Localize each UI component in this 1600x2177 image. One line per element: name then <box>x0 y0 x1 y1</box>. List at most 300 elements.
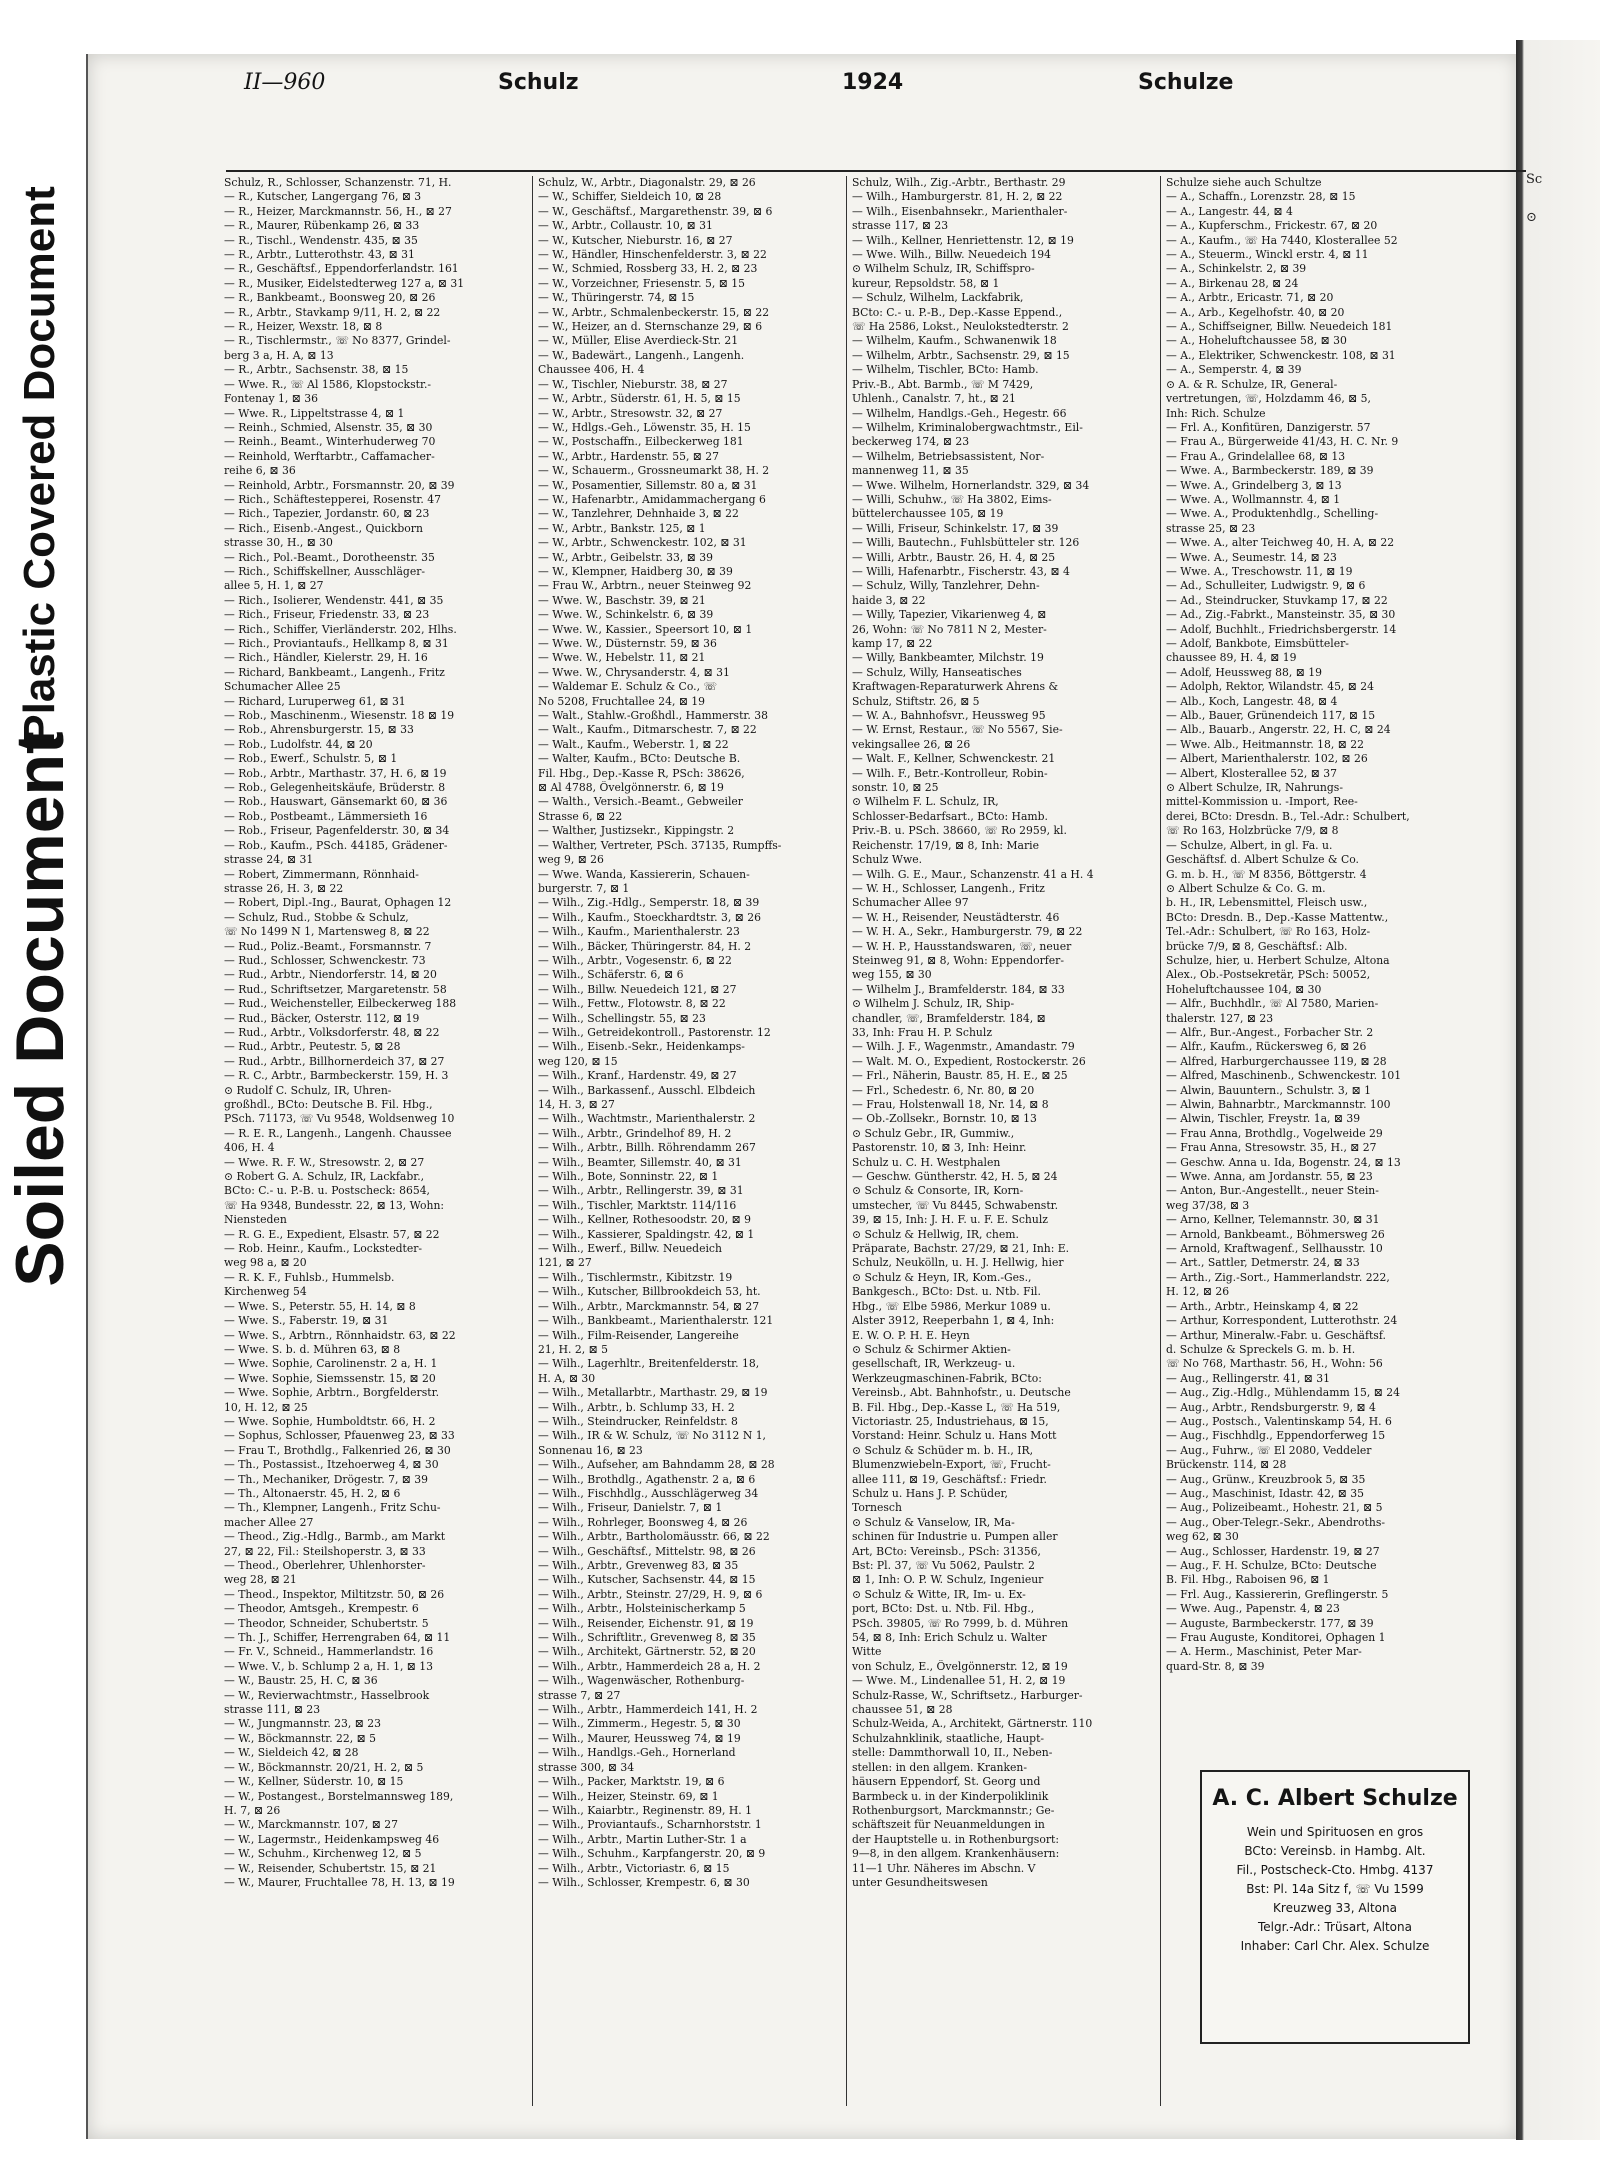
directory-entry: ⊙ A. & R. Schulze, IR, General- <box>1166 377 1338 391</box>
directory-entry: ⊙ Schulz & Consorte, IR, Korn- <box>852 1184 1024 1198</box>
directory-entry: Schlosser-Bedarfsart., BCto: Hamb. <box>852 809 1048 823</box>
directory-entry: — Reinh., Beamt., Winterhuderweg 70 <box>224 435 436 449</box>
directory-entry: — W., Schuhm., Kirchenweg 12, ⊠ 5 <box>224 1847 422 1861</box>
directory-entry: — Rud., Arbtr., Peutestr. 5, ⊠ 28 <box>224 1040 401 1054</box>
directory-entry: Victoriastr. 25, Industriehaus, ⊠ 15, <box>852 1414 1049 1428</box>
directory-entry: — Walt. M. O., Expedient, Rostockerstr. 26 <box>852 1054 1086 1068</box>
directory-entry: — Wwe. S. b. d. Mühren 63, ⊠ 8 <box>224 1342 401 1356</box>
directory-entry: — R., Tischl., Wendenstr. 435, ⊠ 35 <box>224 233 418 247</box>
directory-entry: strasse 25, ⊠ 23 <box>1166 521 1256 535</box>
directory-entry: — R., Musiker, Eidelstedterweg 127 a, ⊠ 31 <box>224 276 465 290</box>
header-right-keyword: Schulze <box>1138 70 1234 95</box>
directory-entry: — Rich., Tapezier, Jordanstr. 60, ⊠ 23 <box>224 507 430 521</box>
directory-entry: — W., Schauerm., Grossneumarkt 38, H. 2 <box>538 464 770 478</box>
directory-entry: — Wwe. Wilhelm, Hornerlandstr. 329, ⊠ 34 <box>852 478 1090 492</box>
directory-entry: — W., Hafenarbtr., Amidammachergang 6 <box>538 492 766 506</box>
directory-entry: — Rud., Poliz.-Beamt., Forsmannstr. 7 <box>224 939 432 953</box>
directory-entry: — W., Postschaffn., Eilbeckerweg 181 <box>538 435 744 449</box>
column-divider <box>1160 176 1161 2106</box>
directory-entry: großhdl., BCto: Deutsche B. Fil. Hbg., <box>224 1098 433 1111</box>
directory-entry: — Willy, Tapezier, Vikarienweg 4, ⊠ <box>852 608 1047 622</box>
directory-entry: — Adolf, Buchhlt., Friedrichsbergerstr. 14 <box>1166 622 1397 636</box>
directory-entry: — Wilh., Heizer, Steinstr. 69, ⊠ 1 <box>538 1789 719 1803</box>
directory-entry: PSch. 39805, ☏ Ro 7999, b. d. Mühren <box>852 1616 1069 1630</box>
header-year: 1924 <box>842 70 904 95</box>
directory-entry: — Aug., Fuhrw., ☏ El 2080, Veddeler <box>1166 1443 1372 1457</box>
directory-entry: — W. A., Bahnhofsvr., Heussweg 95 <box>852 709 1046 723</box>
directory-entry: — Rich., Pol.-Beamt., Dorotheenstr. 35 <box>224 550 435 564</box>
directory-entry: — W., Böckmannstr. 22, ⊠ 5 <box>224 1731 377 1745</box>
directory-entry: — Wwe. R. F. W., Stresowstr. 2, ⊠ 27 <box>224 1155 425 1169</box>
directory-entry: — W., Hdlgs.-Geh., Löwenstr. 35, H. 15 <box>538 420 751 434</box>
directory-entry: — Theodor, Amtsgeh., Krempestr. 6 <box>224 1602 419 1616</box>
directory-entry: — Wwe. W., Kassier., Speersort 10, ⊠ 1 <box>538 622 753 636</box>
directory-entry: Schulz Wwe. <box>852 853 923 867</box>
directory-entry: strasse 24, ⊠ 31 <box>224 853 314 867</box>
header-left-keyword: Schulz <box>498 70 579 95</box>
directory-entry: — Waldemar E. Schulz & Co., ☏ <box>538 680 717 694</box>
directory-entry: berg 3 a, H. A, ⊠ 13 <box>224 348 334 362</box>
directory-entry: — A., Arbtr., Ericastr. 71, ⊠ 20 <box>1166 291 1334 305</box>
directory-entry: — Aug., Arbtr., Rendsburgerstr. 9, ⊠ 4 <box>1166 1400 1376 1414</box>
directory-entry: — A., Steuerm., Winckl erstr. 4, ⊠ 11 <box>1166 248 1369 262</box>
directory-entry: — W. H., Reisender, Neustädterstr. 46 <box>852 910 1060 924</box>
directory-entry: Schulz, Stiftstr. 26, ⊠ 5 <box>852 694 980 708</box>
directory-entry: Reichenstr. 17/19, ⊠ 8, Inh: Marie <box>852 838 1039 852</box>
directory-entry: ⊙ Schulz & Schirmer Aktien- <box>852 1342 1011 1356</box>
directory-entry: — Wilh., Metallarbtr., Marthastr. 29, ⊠ 19 <box>538 1386 768 1400</box>
directory-entry: ⊙ Albert Schulze, IR, Nahrungs- <box>1166 781 1343 795</box>
directory-entry: beckerweg 174, ⊠ 23 <box>852 435 970 449</box>
directory-entry: — Willi, Friseur, Schinkelstr. 17, ⊠ 39 <box>852 521 1059 535</box>
directory-entry: derei, BCto: Dresdn. B., Tel.-Adr.: Schulbert, <box>1166 809 1410 823</box>
directory-entry: weg 62, ⊠ 30 <box>1166 1530 1239 1544</box>
directory-entry: — Wilh., Kranf., Hardenstr. 49, ⊠ 27 <box>538 1069 737 1083</box>
directory-entry: — Rob., Friseur, Pagenfelderstr. 30, ⊠ 34 <box>224 824 450 838</box>
directory-entry: — Wwe. M., Lindenallee 51, H. 2, ⊠ 19 <box>852 1674 1066 1688</box>
directory-entry: — Rich., Friseur, Friedenstr. 33, ⊠ 23 <box>224 608 430 622</box>
column-divider <box>846 176 847 2106</box>
directory-entry: strasse 117, ⊠ 23 <box>852 219 949 233</box>
directory-entry: — Walt., Kaufm., Weberstr. 1, ⊠ 22 <box>538 737 729 751</box>
directory-entry: — Wwe. A., alter Teichweg 40, H. A, ⊠ 22 <box>1166 536 1395 550</box>
directory-entry: strasse 7, ⊠ 27 <box>538 1688 621 1702</box>
directory-entry: — W., Klempner, Haidberg 30, ⊠ 39 <box>538 564 733 578</box>
next-page-edge <box>1516 40 1600 2140</box>
directory-entry: — Wilh., Zig.-Hdlg., Semperstr. 18, ⊠ 39 <box>538 896 760 910</box>
directory-entry: strasse 30, H., ⊠ 30 <box>224 536 333 550</box>
directory-entry: — Rob., Hauswart, Gänsemarkt 60, ⊠ 36 <box>224 795 448 809</box>
directory-entry: Schumacher Allee 25 <box>224 680 341 694</box>
directory-entry: — Albert, Marienthalerstr. 102, ⊠ 26 <box>1166 752 1368 766</box>
directory-entry: — Schulz, Rud., Stobbe & Schulz, <box>224 910 409 924</box>
directory-entry: Niensteden <box>224 1213 287 1227</box>
directory-entry: — R., Arbtr., Lutterothstr. 43, ⊠ 31 <box>224 248 415 262</box>
directory-entry: schinen für Industrie u. Pumpen aller <box>852 1530 1058 1544</box>
directory-entry: — A., Schinkelstr. 2, ⊠ 39 <box>1166 262 1307 276</box>
directory-entry: Schulz u. Hans J. P. Schüder, <box>852 1486 1008 1500</box>
directory-entry: — Wilh. G. E., Maur., Schanzenstr. 41 a H. 4 <box>852 867 1094 881</box>
directory-entry: — W., Heizer, an d. Sternschanze 29, ⊠ 6 <box>538 320 763 334</box>
directory-entry: 121, ⊠ 27 <box>538 1256 592 1270</box>
directory-entry: — Rich., Schiffer, Vierländerstr. 202, Hlhs. <box>224 622 457 636</box>
directory-entry: — Wilh., Film-Reisender, Langereihe <box>538 1328 739 1342</box>
directory-entry: vertretungen, ☏, Holzdamm 46, ⊠ 5, <box>1166 392 1371 406</box>
directory-entry: — Wilh., Steindrucker, Reinfeldstr. 8 <box>538 1414 738 1428</box>
directory-entry: — Wilh., Getreidekontroll., Pastorenstr. 12 <box>538 1025 771 1039</box>
directory-entry: 39, ⊠ 15, Inh: J. H. F. u. F. E. Schulz <box>852 1213 1048 1227</box>
directory-entry: Schulz-Weida, A., Architekt, Gärtnerstr. 110 <box>852 1717 1093 1731</box>
directory-entry: — R., Tischlermstr., ☏ No 8377, Grindel- <box>224 334 451 348</box>
directory-entry: 9—8, in den allgem. Krankenhäusern: <box>852 1847 1060 1861</box>
directory-entry: — Walt., Kaufm., Ditmarschestr. 7, ⊠ 22 <box>538 723 757 737</box>
directory-entry: — Wilh., Reisender, Eichenstr. 91, ⊠ 19 <box>538 1616 754 1630</box>
directory-entry: Alster 3912, Reeperbahn 1, ⊠ 4, Inh: <box>852 1314 1055 1328</box>
directory-entry: — Wwe. R., Lippeltstrasse 4, ⊠ 1 <box>224 406 405 420</box>
directory-entry: Alex., Ob.-Postsekretär, PSch: 50052, <box>1166 968 1371 982</box>
directory-entry: — Wilh., Kaufm., Marienthalerstr. 23 <box>538 925 740 939</box>
directory-entry: burgerstr. 7, ⊠ 1 <box>538 881 630 895</box>
directory-entry: — Th. J., Schiffer, Herrengraben 64, ⊠ 11 <box>224 1631 451 1645</box>
directory-entry: — Wilh., Fettw., Flotowstr. 8, ⊠ 22 <box>538 997 726 1011</box>
directory-entry: — Wilh., Wachtmstr., Marienthalerstr. 2 <box>538 1112 756 1126</box>
plastic-covered-label: Plastic Covered Document <box>15 186 64 744</box>
directory-entry: — Arth., Zig.-Sort., Hammerlandstr. 222, <box>1166 1270 1390 1284</box>
directory-entry: — Wwe. A., Barmbeckerstr. 189, ⊠ 39 <box>1166 464 1374 478</box>
directory-entry: — Auguste, Barmbeckerstr. 177, ⊠ 39 <box>1166 1616 1374 1630</box>
directory-entry: ⊙ Rudolf C. Schulz, IR, Uhren- <box>224 1083 392 1097</box>
directory-entry: 406, H. 4 <box>224 1141 275 1155</box>
directory-entry: — Frau, Holstenwall 18, Nr. 14, ⊠ 8 <box>852 1098 1049 1111</box>
directory-entry: — W., Schiffer, Sieldeich 10, ⊠ 28 <box>538 190 722 204</box>
directory-entry: — A., Semperstr. 4, ⊠ 39 <box>1166 363 1302 377</box>
directory-entry: Blumenzwiebeln-Export, ☏, Frucht- <box>852 1458 1051 1472</box>
directory-entry: — Rob., Ahrensburgerstr. 15, ⊠ 33 <box>224 723 414 737</box>
directory-entry: — Wilh., Bäcker, Thüringerstr. 84, H. 2 <box>538 939 752 953</box>
directory-entry: — Anton, Bur.-Angestellt., neuer Stein- <box>1166 1184 1379 1198</box>
directory-entry: weg 155, ⊠ 30 <box>852 968 932 982</box>
directory-entry: 11—1 Uhr. Näheres im Abschn. V <box>852 1861 1036 1875</box>
directory-entry: — Rud., Arbtr., Niendorferstr. 14, ⊠ 20 <box>224 968 437 982</box>
directory-entry: — W., Arbtr., Bankstr. 125, ⊠ 1 <box>538 521 706 535</box>
directory-entry: — Arthur, Korrespondent, Lutterothstr. 24 <box>1166 1314 1398 1328</box>
directory-entry: — R. E. R., Langenh., Langenh. Chaussee <box>224 1126 452 1140</box>
directory-entry: — Wilh., Bote, Sonninstr. 22, ⊠ 1 <box>538 1170 719 1184</box>
directory-entry: — Ad., Schulleiter, Ludwigstr. 9, ⊠ 6 <box>1166 579 1366 593</box>
directory-entry: — Willi, Arbtr., Baustr. 26, H. 4, ⊠ 25 <box>852 550 1056 564</box>
directory-entry: — Wilh., IR & W. Schulz, ☏ No 3112 N 1, <box>538 1429 766 1443</box>
directory-entry: Pastorenstr. 10, ⊠ 3, Inh: Heinr. <box>852 1141 1027 1155</box>
directory-entry: Kirchenweg 54 <box>224 1285 307 1299</box>
directory-entry: Hoheluftchaussee 104, ⊠ 30 <box>1166 982 1322 996</box>
directory-entry: — Wwe. Sophie, Siemssenstr. 15, ⊠ 20 <box>224 1371 436 1385</box>
directory-entry: — Art., Sattler, Detmerstr. 24, ⊠ 33 <box>1166 1256 1360 1270</box>
directory-entry: Chaussee 406, H. 4 <box>538 363 645 377</box>
directory-entry: ☏ Ha 2586, Lokst., Neulokstedterstr. 2 <box>852 320 1069 334</box>
directory-entry: Geschäftsf. d. Albert Schulze & Co. <box>1166 853 1359 867</box>
directory-entry: — Frl., Näherin, Baustr. 85, H. E., ⊠ 25 <box>852 1069 1068 1083</box>
directory-entry: — W. H. A., Sekr., Hamburgerstr. 79, ⊠ 22 <box>852 925 1083 939</box>
directory-entry: — Wwe. S., Faberstr. 19, ⊠ 31 <box>224 1314 389 1328</box>
directory-entry: Hbg., ☏ Elbe 5986, Merkur 1089 u. <box>852 1299 1051 1313</box>
directory-entry: weg 28, ⊠ 21 <box>224 1573 297 1587</box>
directory-entry: — Wilh., Arbtr., Rellingerstr. 39, ⊠ 31 <box>538 1184 744 1198</box>
directory-entry: — Richard, Luruperweg 61, ⊠ 31 <box>224 694 406 708</box>
directory-entry: — Wwe. W., Baschstr. 39, ⊠ 21 <box>538 593 706 607</box>
directory-entry: — Frau A., Bürgerweide 41/43, H. C. Nr. 9 <box>1166 435 1399 449</box>
directory-entry: Barmbeck u. in der Kinderpoliklinik <box>852 1789 1049 1803</box>
directory-entry: — Rud., Weichensteller, Eilbeckerweg 188 <box>224 997 457 1011</box>
directory-entry: — Wwe. A., Seumestr. 14, ⊠ 23 <box>1166 550 1337 564</box>
directory-entry: — Walth., Versich.-Beamt., Gebweiler <box>538 795 743 809</box>
directory-entry: Uhlenh., Canalstr. 7, ht., ⊠ 21 <box>852 392 1016 406</box>
directory-entry: — W., Tischler, Nieburstr. 38, ⊠ 27 <box>538 377 728 391</box>
directory-entry: — Wilh., Eisenb.-Sekr., Heidenkamps- <box>538 1040 745 1054</box>
directory-entry: Vorstand: Heinr. Schulz u. Hans Mott <box>852 1429 1057 1443</box>
directory-entry: Schulze siehe auch Schultze <box>1166 176 1322 189</box>
advertisement-line: Bst: Pl. 14a Sitz f, ☏ Vu 1599 <box>1246 1882 1424 1896</box>
directory-entry: — Wwe. Sophie, Arbtrn., Borgfelderstr. <box>224 1386 440 1400</box>
directory-entry: — Wilh., Kutscher, Sachsenstr. 44, ⊠ 15 <box>538 1573 756 1587</box>
advertisement-line: Wein und Spirituosen en gros <box>1246 1825 1424 1839</box>
directory-entry: — A., Langestr. 44, ⊠ 4 <box>1166 204 1293 218</box>
directory-entry: — Wilh., Arbtr., Victoriastr. 6, ⊠ 15 <box>538 1861 730 1875</box>
directory-entry: Steinweg 91, ⊠ 8, Wohn: Eppendorfer- <box>852 953 1064 967</box>
directory-entry: — Walt. F., Kellner, Schwenckestr. 21 <box>852 752 1056 766</box>
directory-entry: ☏ Ha 9348, Bundesstr. 22, ⊠ 13, Wohn: <box>224 1198 445 1212</box>
directory-entry: ⊠ 1, Inh: O. P. W. Schulz, Ingenieur <box>852 1573 1044 1587</box>
directory-entry: — A., Kaufm., ☏ Ha 7440, Klosterallee 52 <box>1166 233 1398 247</box>
directory-entry: — Willy, Bankbeamter, Milchstr. 19 <box>852 651 1044 665</box>
directory-entry: — Rob., Ewerf., Schulstr. 5, ⊠ 1 <box>224 752 398 766</box>
directory-entry: — Wilh., Architekt, Gärtnerstr. 52, ⊠ 20 <box>538 1645 756 1659</box>
directory-entry: — Wwe. Anna, am Jordanstr. 55, ⊠ 23 <box>1166 1170 1373 1184</box>
directory-entry: umstecher, ☏ Vu 8445, Schwabenstr. <box>852 1198 1059 1212</box>
directory-entry: — Willi, Hafenarbtr., Fischerstr. 43, ⊠ 4 <box>852 564 1070 578</box>
directory-entry: H. 7, ⊠ 26 <box>224 1803 281 1817</box>
directory-entry: — Wilh., Kellner, Henriettenstr. 12, ⊠ 19 <box>852 233 1074 247</box>
directory-entry: b. H., IR, Lebensmittel, Fleisch usw., <box>1166 896 1368 910</box>
directory-entry: — W., Händler, Hinschenfelderstr. 3, ⊠ 22 <box>538 248 767 262</box>
directory-entry: — Alb., Bauarb., Angerstr. 22, H. C, ⊠ 24 <box>1166 723 1391 737</box>
directory-entry: — R. G. E., Expedient, Elsastr. 57, ⊠ 22 <box>224 1227 440 1241</box>
directory-entry: Art, BCto: Vereinsb., PSch: 31356, <box>852 1544 1041 1558</box>
directory-entry: BCto: C.- u. P.-B., Dep.-Kasse Eppend., <box>852 305 1063 319</box>
directory-entry: ⊙ Schulz & Vanselow, IR, Ma- <box>852 1515 1015 1529</box>
next-page-fragment: Sc <box>1526 172 1543 187</box>
directory-entry: — Wilh., Kaiarbtr., Reginenstr. 89, H. 1 <box>538 1803 753 1817</box>
directory-entry: 14, H. 3, ⊠ 27 <box>538 1098 615 1111</box>
directory-entry: — Wilhelm, Betriebsassistent, Nor- <box>852 449 1045 463</box>
directory-entry: 33, Inh: Frau H. P. Schulz <box>852 1025 993 1039</box>
directory-entry: kureur, Repsoldstr. 58, ⊠ 1 <box>852 276 1000 290</box>
directory-entry: Vereinsb., Abt. Bahnhofstr., u. Deutsche <box>852 1386 1071 1400</box>
directory-entry: — Wilh., Tischler, Marktstr. 114/116 <box>538 1198 737 1212</box>
directory-entry: ☏ No 768, Marthastr. 56, H., Wohn: 56 <box>1166 1357 1383 1371</box>
directory-entry: — Wwe. Wanda, Kassiererin, Schauen- <box>538 867 750 881</box>
directory-entry: G. m. b. H., ☏ M 8356, Böttgerstr. 4 <box>1166 867 1367 881</box>
directory-entry: haide 3, ⊠ 22 <box>852 593 926 607</box>
advertisement-line: Kreuzweg 33, Altona <box>1273 1901 1397 1915</box>
directory-entry: — Adolf, Heussweg 88, ⊠ 19 <box>1166 665 1323 679</box>
directory-entry: ⊙ Wilhelm J. Schulz, IR, Ship- <box>852 997 1015 1011</box>
directory-entry: chaussee 51, ⊠ 28 <box>852 1703 953 1717</box>
directory-entry: 27, ⊠ 22, Fil.: Steilshoperstr. 3, ⊠ 33 <box>224 1544 426 1558</box>
directory-entry: — Geschw. Anna u. Ida, Bogenstr. 24, ⊠ 13 <box>1166 1155 1401 1169</box>
directory-entry: — W., Böckmannstr. 20/21, H. 2, ⊠ 5 <box>224 1760 424 1774</box>
directory-entry: — Rob. Heinr., Kaufm., Lockstedter- <box>224 1242 423 1256</box>
directory-entry: von Schulz, E., Övelgönnerstr. 12, ⊠ 19 <box>852 1659 1068 1673</box>
directory-entry: — W., Tanzlehrer, Dehnhaide 3, ⊠ 22 <box>538 507 739 521</box>
directory-entry: ⊙ Schulz & Schüder m. b. H., IR, <box>852 1443 1034 1457</box>
directory-entry: — Wilh., Beamter, Sillemstr. 40, ⊠ 31 <box>538 1155 742 1169</box>
directory-entry: — Frau T., Brothdlg., Falkenried 26, ⊠ 30 <box>224 1443 451 1457</box>
directory-entry: — Walther, Vertreter, PSch. 37135, Rumpffs- <box>538 838 782 852</box>
directory-entry: — Theod., Oberlehrer, Uhlenhorster- <box>224 1559 426 1572</box>
directory-entry: thalerstr. 127, ⊠ 23 <box>1166 1011 1274 1025</box>
directory-entry: gesellschaft, IR, Werkzeug- u. <box>852 1357 1016 1371</box>
directory-entry: H. 12, ⊠ 26 <box>1166 1285 1230 1299</box>
directory-entry: — Wilh., Packer, Marktstr. 19, ⊠ 6 <box>538 1775 725 1789</box>
directory-entry: — Aug., Ober-Telegr.-Sekr., Abendroths- <box>1166 1515 1386 1529</box>
directory-entry: — Adolph, Rektor, Wilandstr. 45, ⊠ 24 <box>1166 680 1375 694</box>
directory-entry: — W., Geschäftsf., Margarethenstr. 39, ⊠ 6 <box>538 204 773 218</box>
directory-entry: Schulzahnklinik, staatliche, Haupt- <box>852 1731 1045 1745</box>
directory-entry: kamp 17, ⊠ 22 <box>852 637 933 650</box>
directory-entry: — R. C., Arbtr., Barmbeckerstr. 159, H. 3 <box>224 1069 449 1083</box>
directory-entry: — Geschw. Güntherstr. 42, H. 5, ⊠ 24 <box>852 1170 1058 1184</box>
advertisement-line: Telgr.-Adr.: Trüsart, Altona <box>1258 1920 1412 1934</box>
directory-entry: — Th., Klempner, Langenh., Fritz Schu- <box>224 1501 441 1515</box>
directory-entry: — Wwe. S., Peterstr. 55, H. 14, ⊠ 8 <box>224 1299 416 1313</box>
directory-entry: — Willi, Schuhw., ☏ Ha 3802, Eims- <box>852 492 1052 506</box>
directory-entry: — Wilh., Zimmerm., Hegestr. 5, ⊠ 30 <box>538 1717 741 1731</box>
directory-entry: — W., Posamentier, Sillemstr. 80 a, ⊠ 31 <box>538 478 758 492</box>
directory-entry: — W. H., Schlosser, Langenh., Fritz <box>852 881 1045 895</box>
column-divider <box>532 176 533 2106</box>
directory-entry: — W., Revierwachtmstr., Hasselbrook <box>224 1688 430 1702</box>
directory-entry: — A., Kupferschm., Frickestr. 67, ⊠ 20 <box>1166 219 1378 233</box>
directory-entry: — Ad., Zig.-Fabrkt., Mansteinstr. 35, ⊠ 30 <box>1166 608 1396 622</box>
directory-entry: — Wilh., Geschäftsf., Mittelstr. 98, ⊠ 26 <box>538 1544 756 1558</box>
directory-entry: — Wilh., Arbtr., Martin Luther-Str. 1 a <box>538 1832 747 1846</box>
directory-entry: — W., Jungmannstr. 23, ⊠ 23 <box>224 1717 382 1731</box>
directory-entry: — Willi, Bautechn., Fuhlsbütteler str. 126 <box>852 536 1080 550</box>
directory-entry: — Rud., Arbtr., Billhornerdeich 37, ⊠ 27 <box>224 1054 445 1068</box>
directory-entry: — Richard, Bankbeamt., Langenh., Fritz <box>224 665 445 679</box>
directory-entry: Schulz, R., Schlosser, Schanzenstr. 71, H. <box>224 176 452 189</box>
directory-entry: — Wilh., Kaufm., Stoeckhardtstr. 3, ⊠ 26 <box>538 910 761 924</box>
directory-entry: Witte <box>852 1645 882 1659</box>
directory-entry: B. Fil. Hbg., Raboisen 96, ⊠ 1 <box>1166 1573 1330 1587</box>
directory-entry: — W., Arbtr., Hardenstr. 55, ⊠ 27 <box>538 449 720 463</box>
directory-entry: — W., Postangest., Borstelmannsweg 189, <box>224 1789 454 1803</box>
directory-entry: allee 5, H. 1, ⊠ 27 <box>224 579 324 593</box>
directory-entry: — Wilh., Kellner, Rothesoodstr. 20, ⊠ 9 <box>538 1213 751 1227</box>
directory-entry: weg 120, ⊠ 15 <box>538 1054 618 1068</box>
directory-entry: — Wilh., Arbtr., Steinstr. 27/29, H. 9, ⊠ 6 <box>538 1587 763 1601</box>
directory-entry: No 5208, Fruchtallee 24, ⊠ 19 <box>538 694 706 708</box>
directory-entry: Tornesch <box>852 1501 902 1515</box>
directory-entry: — Walter, Kaufm., BCto: Deutsche B. <box>538 752 741 766</box>
directory-entry: reihe 6, ⊠ 36 <box>224 464 296 478</box>
directory-entry: — Alfred, Maschinenb., Schwenckestr. 101 <box>1166 1069 1402 1083</box>
directory-entry: — Aug., F. H. Schulze, BCto: Deutsche <box>1166 1559 1377 1572</box>
directory-entry: — Wwe. S., Arbtrn., Rönnhaidstr. 63, ⊠ 22 <box>224 1328 456 1342</box>
directory-entry: — Wwe. V., b. Schlump 2 a, H. 1, ⊠ 13 <box>224 1659 434 1673</box>
directory-entry: — Wwe. Sophie, Humboldtstr. 66, H. 2 <box>224 1414 436 1428</box>
directory-entry: — Wwe. W., Düsternstr. 59, ⊠ 36 <box>538 637 717 650</box>
directory-entry: Strasse 6, ⊠ 22 <box>538 809 623 823</box>
directory-entry: — Rich., Schiffskellner, Ausschläger- <box>224 564 426 578</box>
directory-entry: — Wilh., Tischlermstr., Kibitzstr. 19 <box>538 1270 733 1284</box>
directory-entry: — Rob., Postbeamt., Lämmersieth 16 <box>224 809 428 823</box>
directory-entry: — Wilh., Hamburgerstr. 81, H. 2, ⊠ 22 <box>852 190 1063 204</box>
directory-entry: ⊙ Robert G. A. Schulz, IR, Lackfabr., <box>224 1170 425 1184</box>
directory-entry: — Wilh., Fischhdlg., Ausschlägerweg 34 <box>538 1486 759 1500</box>
directory-entry: Sonnenau 16, ⊠ 23 <box>538 1443 643 1457</box>
directory-entry: — W., Vorzeichner, Friesenstr. 5, ⊠ 15 <box>538 276 745 290</box>
directory-entry: — Wilhelm, Handlgs.-Geh., Hegestr. 66 <box>852 406 1067 420</box>
directory-entry: — Rob., Ludolfstr. 44, ⊠ 20 <box>224 737 373 751</box>
directory-entry: BCto: Dresdn. B., Dep.-Kasse Mattentw., <box>1166 910 1389 924</box>
directory-entry: — Theodor, Schneider, Schubertstr. 5 <box>224 1616 429 1630</box>
directory-entry: — Wwe. Aug., Papenstr. 4, ⊠ 23 <box>1166 1602 1340 1616</box>
directory-entry: ⊠ Al 4788, Övelgönnerstr. 6, ⊠ 19 <box>538 781 724 795</box>
directory-entry: — Wwe. A., Wollmannstr. 4, ⊠ 1 <box>1166 492 1341 506</box>
directory-entry: — W., Schmied, Rossberg 33, H. 2, ⊠ 23 <box>538 262 758 276</box>
directory-entry: — A., Hoheluftchaussee 58, ⊠ 30 <box>1166 334 1347 348</box>
directory-entry: — Alwin, Bauuntern., Schulstr. 3, ⊠ 1 <box>1166 1083 1371 1097</box>
directory-entry: — Aug., Rellingerstr. 41, ⊠ 31 <box>1166 1371 1331 1385</box>
directory-entry: Schulze, hier, u. Herbert Schulze, Altona <box>1166 953 1390 967</box>
directory-entry: — Wilh., Arbtr., Hammerdeich 141, H. 2 <box>538 1703 758 1717</box>
directory-entry: — Wilh., Brothdlg., Agathenstr. 2 a, ⊠ 6 <box>538 1472 756 1486</box>
directory-entry: weg 37/38, ⊠ 3 <box>1166 1198 1250 1212</box>
directory-entry: — Frau W., Arbtrn., neuer Steinweg 92 <box>538 579 752 593</box>
directory-entry: B. Fil. Hbg., Dep.-Kasse L, ☏ Ha 519, <box>852 1400 1061 1414</box>
directory-entry: — W. Ernst, Restaur., ☏ No 5567, Sie- <box>852 723 1063 737</box>
directory-entry: — Rud., Schriftsetzer, Margaretenstr. 58 <box>224 982 447 996</box>
directory-entry: — Alb., Koch, Langestr. 48, ⊠ 4 <box>1166 694 1338 708</box>
directory-entry: — Ad., Steindrucker, Stuvkamp 17, ⊠ 22 <box>1166 593 1388 607</box>
directory-entry: — Aug., Fischhdlg., Eppendorferweg 15 <box>1166 1429 1386 1443</box>
directory-entry: ⊙ Schulz & Hellwig, IR, chem. <box>852 1227 1019 1241</box>
directory-entry: Priv.-B., Abt. Barmb., ☏ M 7429, <box>852 377 1034 391</box>
directory-entry: — W., Baustr. 25, H. C, ⊠ 36 <box>224 1674 378 1688</box>
next-page-symbol: ⊙ <box>1526 210 1537 225</box>
directory-entry: — W., Maurer, Fruchtallee 78, H. 13, ⊠ 19 <box>224 1875 455 1889</box>
directory-entry: — W., Arbtr., Stresowstr. 32, ⊠ 27 <box>538 406 723 420</box>
directory-entry: 10, H. 12, ⊠ 25 <box>224 1400 308 1414</box>
directory-entry: E. W. O. P. H. E. Heyn <box>852 1328 970 1342</box>
directory-entry: — Wwe. Wilh., Billw. Neuedeich 194 <box>852 248 1051 262</box>
directory-entry: Schulz-Rasse, W., Schriftsetz., Harburger- <box>852 1688 1083 1702</box>
directory-entry: — W., Badewärt., Langenh., Langenh. <box>538 348 745 362</box>
directory-entry: 54, ⊠ 8, Inh: Erich Schulz u. Walter <box>852 1631 1047 1645</box>
directory-entry: H. A, ⊠ 30 <box>538 1371 596 1385</box>
directory-entry: ☏ No 1499 N 1, Martensweg 8, ⊠ 22 <box>224 925 430 939</box>
directory-entry: — Arthur, Mineralw.-Fabr. u. Geschäftsf. <box>1166 1328 1386 1342</box>
directory-entry: — Alb., Bauer, Grünendeich 117, ⊠ 15 <box>1166 709 1376 723</box>
directory-entry: — Wilh., Kutscher, Billbrookdeich 53, ht. <box>538 1285 761 1299</box>
directory-entry: Präparate, Bachstr. 27/29, ⊠ 21, Inh: E. <box>852 1242 1070 1256</box>
directory-entry: — Wilhelm, Tischler, BCto: Hamb. <box>852 363 1039 377</box>
directory-entry: ⊙ Schulz Gebr., IR, Gummiw., <box>852 1126 1015 1140</box>
directory-entry: quard-Str. 8, ⊠ 39 <box>1166 1659 1265 1673</box>
directory-entry: weg 98 a, ⊠ 20 <box>224 1256 307 1270</box>
directory-entry: — Adolf, Bankbote, Eimsbütteler- <box>1166 637 1349 650</box>
